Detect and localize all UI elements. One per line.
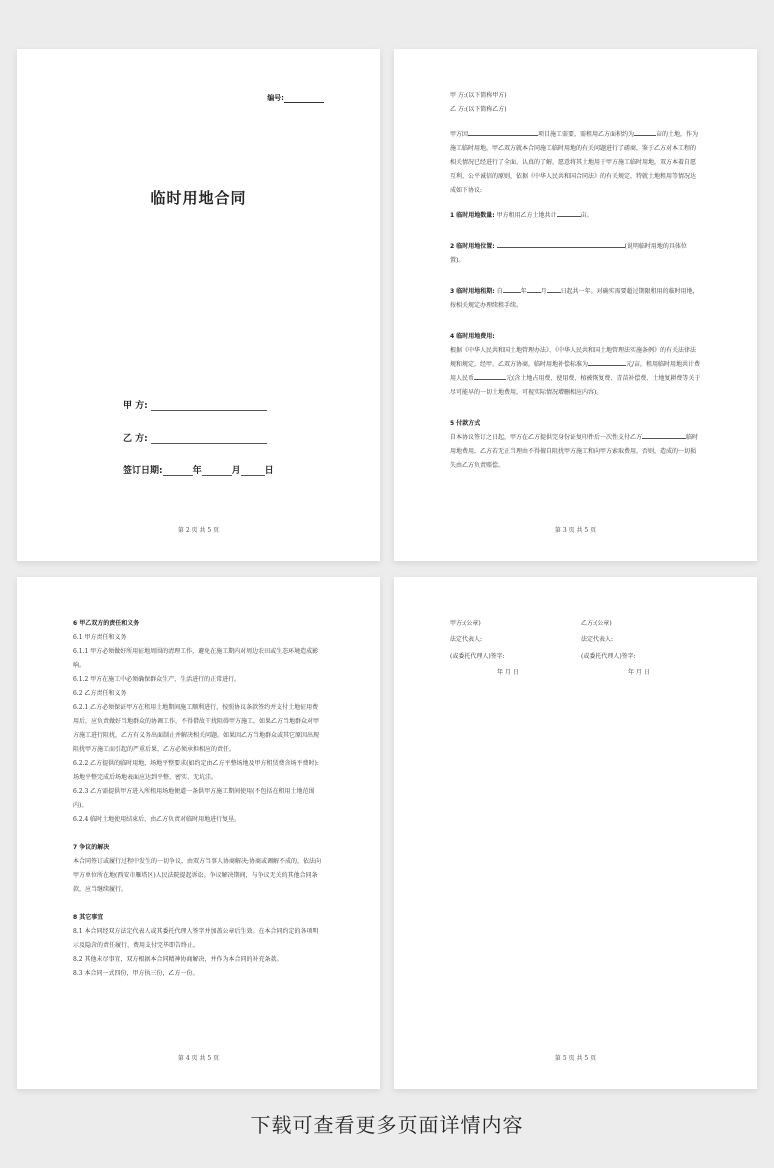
party-b-seal: 乙方:(公章) bbox=[581, 620, 612, 627]
contract-page-3 bbox=[394, 49, 757, 561]
section-7: 本合同签订或履行过程中发生的一切争议，由双方当事人协商解决;协商或调解不成的，依法向甲方单位所在地(西安市雁塔区)人民法院提起诉讼。争议解决期间，与争议无关的其他合同条款，应当继续履行。 bbox=[73, 858, 322, 893]
party-a-line: 甲 方:(以下简称甲方) bbox=[450, 92, 507, 99]
section-6-heading: 6 甲乙双方的责任和义务 bbox=[73, 620, 140, 627]
party-a-agent: (或委托代理人)签字: bbox=[450, 653, 505, 660]
page4-body bbox=[73, 617, 324, 981]
party-b-line: 乙 方:(以下简称乙方) bbox=[450, 106, 507, 113]
section-4-heading: 4 临时用地费用: bbox=[450, 333, 495, 340]
page-number: 第 2 页 共 5 页 bbox=[177, 527, 220, 534]
contract-page-2 bbox=[17, 49, 380, 561]
page3-body bbox=[450, 89, 701, 473]
clause-item: 6.2.4 临时土地使用结束后，由乙方负责对临时用地进行复垦。 bbox=[73, 816, 241, 823]
clause-item: 8.1 本合同经双方法定代表人或其委托代理人签字并加盖公章后生效。在本合同约定的各项明示及隐含的责任履行、费用支付完毕即告终止。 bbox=[73, 928, 319, 949]
section-2: 2 临时用地位置: (说明临时用地的具体位置)。 bbox=[450, 243, 687, 264]
section-3: 3 临时用地租期: 自 年 月 日起共一年。对确实需要超过期限租用的临时用地，按相关规定办理续租手续。 bbox=[450, 288, 699, 309]
download-more-link[interactable]: 下载可查看更多页面详情内容 bbox=[250, 1113, 524, 1137]
section-8-heading: 8 其它事宜 bbox=[73, 914, 104, 921]
section-1: 1 临时用地数量: 甲方租用乙方土地共计 亩。 bbox=[450, 212, 593, 219]
code-blank bbox=[284, 95, 324, 103]
clause-item: 6.2 乙方责任和义务 bbox=[73, 690, 127, 697]
clause-item: 6.2.2 乙方提供的临时用地，场地平整要求(如约定由乙方平整场地及甲方租赁费含场平费时):场地平整完成后场地表面应达到平整、密实、无坑洼。 bbox=[73, 760, 319, 781]
party-a-date: 年 月 日 bbox=[497, 669, 519, 676]
clause-item: 6.2.3 乙方需提供甲方进入所租用场地便道一条供甲方施工期间使用(不包括在租用土地范围内)。 bbox=[73, 788, 315, 809]
clause-item: 6.1 甲方责任和义务 bbox=[73, 634, 127, 641]
section-7-heading: 7 争议的解决 bbox=[73, 844, 110, 851]
party-b-representative: 法定代表人: bbox=[581, 636, 614, 643]
section-5: 自本协议签订之日起，甲方在乙方提供完身份证复印件后一次性支付乙方 临时用地费用，乙方若无正当理由不得擅自阻扰甲方施工和向甲方索取费用，否则，造成的一切损失由乙方负责赔偿。 bbox=[450, 434, 699, 469]
page-number: 第 5 页 共 5 页 bbox=[554, 1055, 597, 1062]
party-b-signature: 乙 方: bbox=[123, 431, 267, 444]
section-5-heading: 5 付款方式 bbox=[450, 420, 481, 427]
intro-paragraph: 甲方因 项目施工需要，需租用乙方面积约为 亩的土地，作为施工临时用地。甲乙双方就本合同施工临时用地的有关问题进行了磋商，鉴于乙方对本工程的相关情况已经进行了全面、认真的了解，愿意将其土地用于甲方施工临时用地。双方本着自愿互利、公平诚信的原则，依据《中华人民共和国合同法》的有关规定，特就土地租用等情况达成如下协议: bbox=[450, 131, 699, 194]
party-a-representative: 法定代表人: bbox=[450, 636, 483, 643]
clause-item: 8.3 本合同一式四份，甲方执三份，乙方一份。 bbox=[73, 970, 199, 977]
page-number: 第 4 页 共 5 页 bbox=[177, 1055, 220, 1062]
contract-code: 编号: bbox=[267, 93, 324, 103]
sign-date: 签订日期: 年 月 日 bbox=[123, 466, 274, 476]
party-a-signature: 甲 方: bbox=[123, 398, 267, 411]
contract-page-5 bbox=[394, 577, 757, 1089]
clause-item: 6.1.2 甲方在施工中必须确保群众生产、生活进行的正常进行。 bbox=[73, 676, 241, 683]
page-number: 第 3 页 共 5 页 bbox=[554, 527, 597, 534]
contract-page-4 bbox=[17, 577, 380, 1089]
party-b-date: 年 月 日 bbox=[628, 669, 650, 676]
clause-item: 6.1.1 甲方必须做好所用征地周围的清理工作，避免在施工期内对周边农田或生态环境造成影响。 bbox=[73, 648, 319, 669]
party-a-seal: 甲方:(公章) bbox=[450, 620, 481, 627]
party-b-agent: (或委托代理人)签字: bbox=[581, 653, 636, 660]
page-title: 临时用地合同 bbox=[150, 189, 247, 207]
clause-item: 6.2.1 乙方必须保证甲方在租用土地期间施工顺利进行，按照协议条款签约并支付土地征用费用后，应负责做好当地群众的协调工作，不得借故干扰阻碍甲方施工。如果乙方当地群众对甲方施工进行阻扰，乙方有义务出面制止并解决相关问题。如果因乙方当地群众或其它原因出现阻扰甲方施工而引起的严重后果，乙方必须承担相应的责任。 bbox=[73, 704, 320, 753]
clause-item: 8.2 其他未尽事宜，双方根据本合同精神协商解决，并作为本合同的补充条款。 bbox=[73, 956, 283, 963]
section-4: 根据《中华人民共和国土地管理办法》、《中华人民共和国土地管理法实施条例》的有关法律法规和规定，经甲、乙双方协商，临时用地补偿标准为 元/亩，租用临时用地共计费用人民币 元(含土地占用费、使用费、植被恢复费、青苗补偿费、土地复耕费等关于尽可能早的一切土地费用，可视实际情况增删相应内容)。 bbox=[450, 347, 701, 396]
